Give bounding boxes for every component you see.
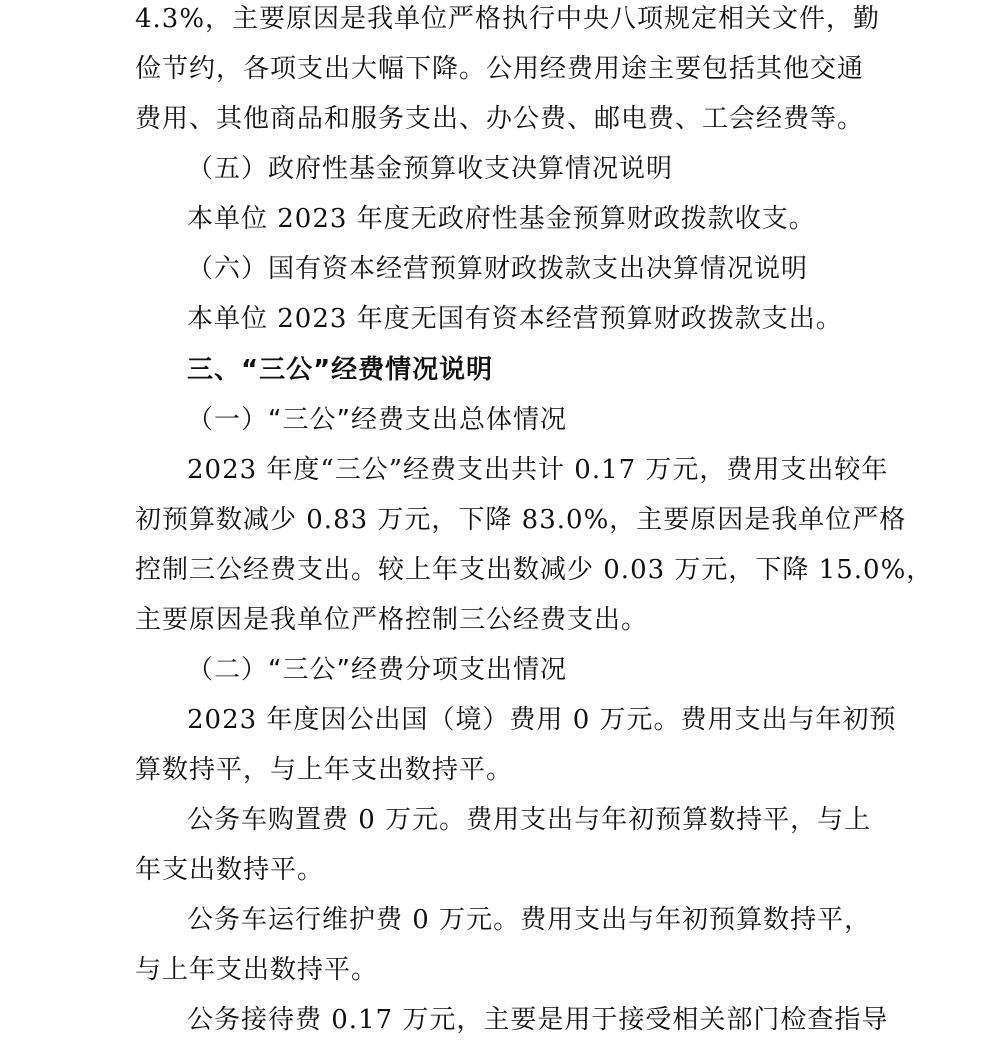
body-text-line-13: 主要原因是我单位严格控制三公经费支出。 — [135, 605, 649, 635]
body-text-line-17: 公务车购置费 0 万元。费用支出与年初预算数持平，与上 — [187, 805, 872, 835]
body-text-line-3: 费用、其他商品和服务支出、办公费、邮电费、工会经费等。 — [135, 104, 865, 134]
body-text-line-15: 2023 年度因公出国（境）费用 0 万元。费用支出与年初预 — [187, 705, 897, 735]
body-text-line-21: 公务接待费 0.17 万元，主要是用于接受相关部门检查指导 — [187, 1005, 889, 1035]
body-text-line-18: 年支出数持平。 — [135, 855, 325, 885]
body-text-line-11: 初预算数减少 0.83 万元，下降 83.0%，主要原因是我单位严格 — [135, 505, 907, 535]
body-text-line-19: 公务车运行维护费 0 万元。费用支出与年初预算数持平， — [187, 905, 872, 935]
chapter-heading-3: 三、“三公”经费情况说明 — [187, 355, 494, 385]
section-heading-3-1: （一）“三公”经费支出总体情况 — [187, 405, 567, 435]
body-text-line-10: 2023 年度“三公”经费支出共计 0.17 万元，费用支出较年 — [187, 455, 889, 485]
body-text-line-20: 与上年支出数持平。 — [135, 955, 379, 985]
body-text-line-2: 俭节约，各项支出大幅下降。公用经费用途主要包括其他交通 — [135, 54, 865, 84]
body-text-line-1: 4.3%，主要原因是我单位严格执行中央八项规定相关文件，勤 — [135, 4, 881, 34]
section-heading-5: （五）政府性基金预算收支决算情况说明 — [187, 154, 674, 184]
body-text-line-16: 算数持平，与上年支出数持平。 — [135, 755, 514, 785]
body-text-line-7: 本单位 2023 年度无国有资本经营预算财政拨款支出。 — [187, 304, 843, 334]
body-text-line-5: 本单位 2023 年度无政府性基金预算财政拨款收支。 — [187, 204, 816, 234]
section-heading-3-2: （二）“三公”经费分项支出情况 — [187, 655, 567, 685]
body-text-line-12: 控制三公经费支出。较上年支出数减少 0.03 万元，下降 15.0%， — [135, 555, 934, 585]
section-heading-6: （六）国有资本经营预算财政拨款支出决算情况说明 — [187, 254, 809, 284]
